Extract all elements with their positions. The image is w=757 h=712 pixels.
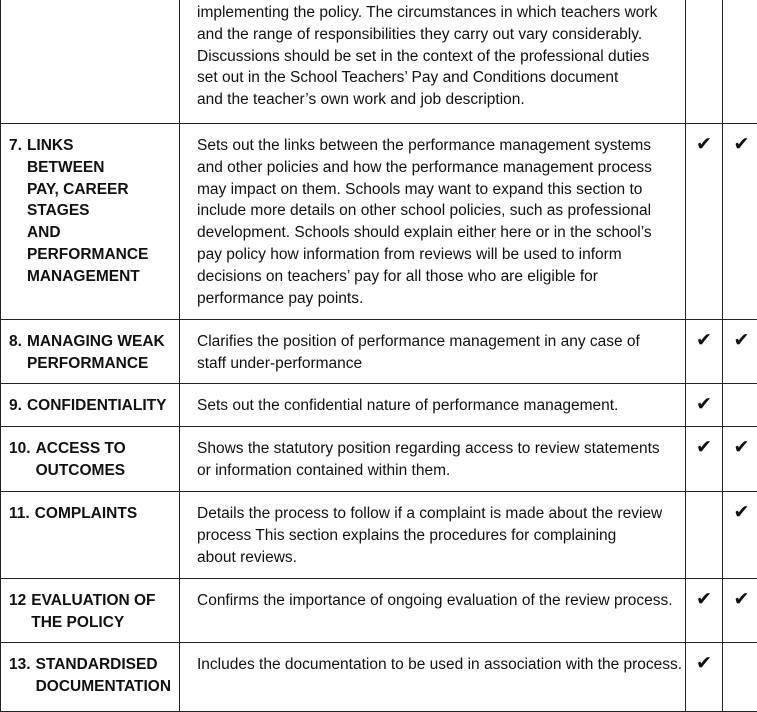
section-heading xyxy=(1,384,179,417)
check-icon xyxy=(723,0,757,10)
section-heading-cell xyxy=(1,427,180,492)
heading-line: LINKS xyxy=(26,137,74,154)
check-icon: ✔ xyxy=(733,437,750,458)
description-line: or information contained within them. xyxy=(197,461,451,479)
heading-line: OUTCOMES xyxy=(35,461,126,479)
tick-cell-2 xyxy=(723,0,757,124)
section-number: 11. xyxy=(9,505,30,522)
section-description-cell xyxy=(180,427,686,492)
check-icon: ✔ xyxy=(733,502,750,523)
check-icon xyxy=(723,384,757,394)
description-line: performance pay points. xyxy=(197,289,364,307)
section-heading-cell xyxy=(1,0,180,124)
section-description-cell xyxy=(180,643,686,712)
heading-line: EVALUATION OF xyxy=(31,592,156,609)
description-line: Discussions should be set in the context of the professional duties xyxy=(197,47,650,65)
check-icon: ✔ xyxy=(696,653,712,674)
section-heading xyxy=(1,0,179,11)
description-line: pay policy how information from reviews will be used to inform xyxy=(197,245,622,263)
heading-line: MANAGING WEAK xyxy=(26,333,165,350)
policy-table-body xyxy=(1,0,757,712)
check-icon: ✔ xyxy=(733,134,750,155)
table-row xyxy=(1,384,757,427)
table-row xyxy=(1,320,757,384)
tick-cell-1 xyxy=(686,492,723,579)
description-line: about reviews. xyxy=(197,548,297,566)
heading-line: COMPLAINTS xyxy=(34,505,138,522)
description-line: process This section explains the procedures for complaining xyxy=(197,526,617,544)
section-number: 12 xyxy=(9,592,27,609)
tick-cell-2 xyxy=(723,579,757,643)
section-title xyxy=(31,590,177,634)
check-icon: ✔ xyxy=(733,589,750,610)
check-icon: ✔ xyxy=(696,134,712,155)
heading-line: THE POLICY xyxy=(31,613,125,631)
section-heading xyxy=(1,320,179,375)
section-description xyxy=(180,579,685,612)
section-title xyxy=(27,395,177,417)
check-icon: ✔ xyxy=(696,394,712,415)
tick-cell-2 xyxy=(723,643,757,712)
heading-line: PERFORMANCE xyxy=(26,245,149,263)
section-description-cell xyxy=(180,124,686,320)
section-description-cell xyxy=(180,320,686,384)
description-line: development. Schools should explain either here or in the school’s xyxy=(197,224,652,242)
tick-cell-1 xyxy=(686,427,723,492)
section-title xyxy=(36,654,177,698)
heading-line: BETWEEN xyxy=(26,158,105,176)
section-number: 7. xyxy=(9,137,22,154)
description-line: Confirms the importance of ongoing evaluation of the review process. xyxy=(197,592,673,609)
section-number: 13. xyxy=(9,656,31,673)
section-description xyxy=(180,124,685,309)
description-line: and other policies and how the performance management process xyxy=(197,158,652,176)
section-heading xyxy=(1,492,179,525)
section-heading xyxy=(1,643,179,698)
check-icon: ✔ xyxy=(733,330,750,351)
tick-cell-1 xyxy=(686,384,723,427)
tick-cell-2 xyxy=(723,427,757,492)
heading-line: STAGES xyxy=(26,202,90,220)
section-title xyxy=(27,135,177,288)
description-line: may impact on them. Schools may want to expand this section to xyxy=(197,180,643,198)
tick-cell-2 xyxy=(723,384,757,427)
section-description-cell xyxy=(180,579,686,643)
description-line: and the teacher’s own work and job description. xyxy=(197,91,525,109)
tick-cell-2 xyxy=(723,492,757,579)
description-line: Sets out the links between the performance management systems xyxy=(197,137,652,154)
section-heading-cell xyxy=(1,320,180,384)
check-icon: ✔ xyxy=(696,330,712,351)
check-icon xyxy=(686,492,722,502)
section-description xyxy=(180,384,685,417)
section-description xyxy=(180,643,685,676)
section-description xyxy=(180,427,685,482)
heading-line: AND xyxy=(26,224,61,242)
tick-cell-1 xyxy=(686,0,723,124)
description-line: Clarifies the position of performance management in any case of xyxy=(197,333,640,350)
section-number: 9. xyxy=(9,397,22,414)
section-title xyxy=(35,503,177,525)
description-line: set out in the School Teachers’ Pay and Conditions document xyxy=(197,69,619,87)
description-line: implementing the policy. The circumstances in which teachers work xyxy=(197,4,658,21)
section-description xyxy=(180,492,685,568)
description-line: decisions on teachers’ pay for all those who are eligible for xyxy=(197,267,598,285)
section-description-cell xyxy=(180,492,686,579)
section-heading-cell xyxy=(1,579,180,643)
section-heading-cell xyxy=(1,124,180,320)
description-line: include more details on other school policies, such as professional xyxy=(197,202,652,220)
heading-line: MANAGEMENT xyxy=(26,267,140,285)
section-number: 10. xyxy=(9,440,31,457)
section-heading-cell xyxy=(1,384,180,427)
check-icon xyxy=(686,0,722,10)
description-line: Details the process to follow if a complaint is made about the review xyxy=(197,505,663,522)
tick-cell-2 xyxy=(723,320,757,384)
section-description-cell xyxy=(180,384,686,427)
section-heading xyxy=(1,579,179,634)
description-line: Shows the statutory position regarding access to review statements xyxy=(197,440,660,457)
check-icon: ✔ xyxy=(696,437,712,458)
heading-line: PERFORMANCE xyxy=(26,354,149,372)
check-icon xyxy=(723,643,757,653)
table-row xyxy=(1,492,757,579)
table-row xyxy=(1,579,757,643)
tick-cell-1 xyxy=(686,320,723,384)
table-row xyxy=(1,643,757,712)
section-description xyxy=(180,320,685,375)
section-heading-cell xyxy=(1,492,180,579)
tick-cell-1 xyxy=(686,124,723,320)
table-row xyxy=(1,427,757,492)
tick-cell-1 xyxy=(686,579,723,643)
section-heading xyxy=(1,124,179,288)
section-description xyxy=(180,0,685,111)
description-line: Includes the documentation to be used in association with the process. xyxy=(197,656,683,673)
description-line: staff under-performance xyxy=(197,354,363,372)
section-title xyxy=(36,438,177,482)
tick-cell-1 xyxy=(686,643,723,712)
heading-line: CONFIDENTIALITY xyxy=(26,397,167,414)
section-number: 8. xyxy=(9,333,22,350)
table-row xyxy=(1,124,757,320)
heading-line: STANDARDISED xyxy=(35,656,158,673)
description-line: and the range of responsibilities they carry out vary considerably. xyxy=(197,25,643,43)
section-title xyxy=(27,331,177,375)
section-heading xyxy=(1,427,179,482)
table-row xyxy=(1,0,757,124)
tick-cell-2 xyxy=(723,124,757,320)
check-icon: ✔ xyxy=(696,589,712,610)
section-heading-cell xyxy=(1,643,180,712)
heading-line: DOCUMENTATION xyxy=(35,677,172,695)
heading-line: PAY, CAREER xyxy=(26,180,129,198)
description-line: Sets out the confidential nature of performance management. xyxy=(197,397,619,414)
heading-line: ACCESS TO xyxy=(35,440,126,457)
section-description-cell xyxy=(180,0,686,124)
